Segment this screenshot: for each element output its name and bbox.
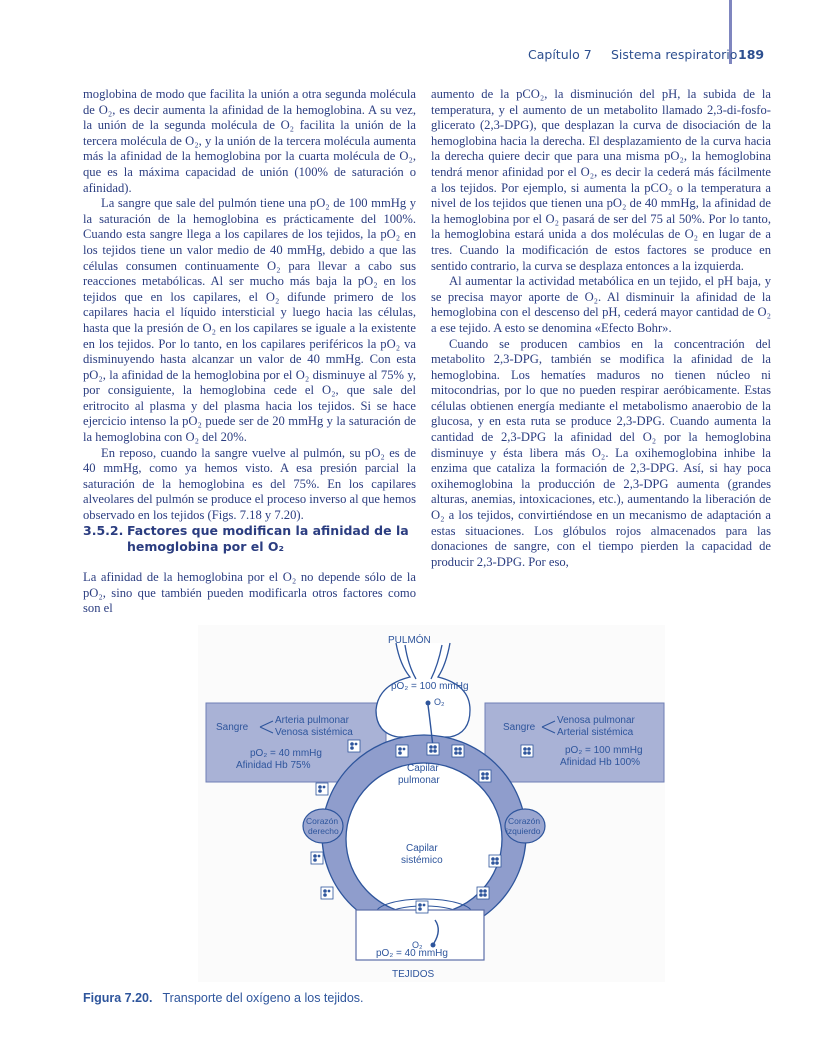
chapter-label: Capítulo 7 <box>528 47 592 62</box>
left-branch-2: Venosa sistémica <box>275 727 353 738</box>
left-sangre: Sangre <box>216 722 249 733</box>
corazon-derecho-2: derecho <box>308 826 339 836</box>
tissue-po2: pO₂ = 40 mmHg <box>376 948 448 959</box>
paragraph: La sangre que sale del pulmón tiene una pO₂ de 100 mmHg y la saturación de la hemoglobina es prácticamente del 100%. Cuando esta sangre llega a los capilares de los tejidos, la pO₂ en los tejidos tiene un valor medio de 40 mmHg, debido a que las células consumen continuamente O₂ para llevar a cabo sus reacciones metabólicas. Al ser mucho más baja la pO₂ en los tejidos que en los capilares, el O₂ difunde primero de los capilares hacia el líquido intersticial y luego hacia las células, hasta que la presión de O₂ en los capilares se iguale a la existente en los tejidos. Por lo tanto, en los capilares periféricos la pO₂ va disminuyendo hasta alcanzar un valor de 40 mmHg. Con esta pO₂, la afinidad de la hemoglobina por el O₂ disminuye al 75% y, por consiguiente, la hemoglobina cede el O₂, que sale del eritrocito al plasma y del plasma hacia los tejidos. Si se hace ejercicio intenso la pO₂ puede ser de 20 mmHg y la saturación de la hemoglobina con O₂ del 20%. <box>83 196 416 445</box>
left-po2: pO₂ = 40 mmHg <box>250 748 322 759</box>
figure-oxygen-transport <box>198 625 665 982</box>
tissue-o2: O₂ <box>412 940 423 950</box>
corazon-izquierdo-1: Corazón <box>508 816 541 826</box>
caption-label: Figura 7.20. <box>83 991 153 1005</box>
section-number: 3.5.2. <box>83 523 124 538</box>
corazon-derecho-1: Corazón <box>306 816 339 826</box>
capilar-sistemico-2: sistémico <box>401 855 443 866</box>
right-po2: pO₂ = 100 mmHg <box>565 745 643 756</box>
tissue-label: TEJIDOS <box>392 969 435 980</box>
left-column <box>83 87 416 524</box>
lung-o2: O₂ <box>434 697 445 707</box>
heading-line-2: hemoglobina por el O₂ <box>127 539 284 554</box>
right-branch-1: Venosa pulmonar <box>557 715 635 726</box>
lung-po2: pO₂ = 100 mmHg <box>391 681 469 692</box>
capilar-pulmonar-2: pulmonar <box>398 775 440 786</box>
left-branch-1: Arteria pulmonar <box>275 715 349 726</box>
right-column <box>431 87 771 570</box>
left-column-tail <box>83 570 416 617</box>
section-heading <box>83 523 423 555</box>
figure-caption <box>83 991 364 1005</box>
right-branch-2: Arterial sistémica <box>557 727 634 738</box>
caption-text: Transporte del oxígeno a los tejidos. <box>162 991 364 1005</box>
paragraph: La afinidad de la hemoglobina por el O₂ no depende sólo de la pO₂, sino que también pueden modificarla otros factores como son el <box>83 570 416 616</box>
corazon-izquierdo-2: izquierdo <box>506 826 541 836</box>
paragraph: Cuando se producen cambios en la concentración del metabolito 2,3-DPG, también se modifica la afinidad de la hemoglobina. Los hematíes maduros no tienen núcleo ni mitocondrias, por lo que no pueden respirar aeróbicamente. Estas células obtienen energía mediante el metabolismo anaerobio de la glucosa, y en esta ruta se produce 2,3-DPG. Cuando aumenta la cantidad de 2,3-DPG la afinidad del O₂ por la hemoglobina disminuye y ésta libera más O₂. La oxihemoglobina inhibe la enzima que cataliza la formación de 2,3-DPG. Así, si hay poca oxihemoglobina la producción de 2,3-DPG aumenta (grandes alturas, anemias, intoxicaciones, etc.), aumentando la liberación de O₂ a los tejidos, convirtiéndose en un mecanismo de adaptación a estas situaciones. Los glóbulos rojos almacenados para las donaciones de sangre, con el tiempo pierden la capacidad de producir 2,3-DPG. Por eso, <box>431 336 771 569</box>
paragraph: Al aumentar la actividad metabólica en un tejido, el pH baja, y se precisa mayor aporte de O₂. Al disminuir la afinidad de la hemoglobina con el descenso del pH, cederá mayor cantidad de O₂ a ese tejido. A esto se denomina «Efecto Bohr». <box>431 274 771 335</box>
paragraph: En reposo, cuando la sangre vuelve al pulmón, su pO₂ es de 40 mmHg, como ya hemos visto. A esa presión parcial la saturación de la hemoglobina es del 75%. En los capilares alveolares del pulmón se produce el proceso inverso al que hemos observado en los tejidos (Figs. 7.18 y 7.20). <box>83 445 416 523</box>
section-title: Sistema respiratorio <box>611 47 738 62</box>
paragraph: aumento de la pCO₂, la disminución del pH, la subida de la temperatura, y el aumento de un metabolito llamado 2,3-di-fosfo-glicerato (2,3-DPG), que desplazan la curva de disociación de la hemoglobina hacia la derecha. El desplazamiento de la curva hacia la derecha quiere decir que para una misma pO₂, la hemoglobina tendrá menor afinidad por el O₂, es decir la cederá más fácilmente a los tejidos. Por ejemplo, si aumenta la pCO₂ o la temperatura a nivel de los tejidos que tienen una pO₂ de 40 mmHg, la afinidad de la hemoglobina por el O₂ pasará de ser del 75 al 50%. Por lo tanto, la hemoglobina estará unida a dos moléculas de O₂ en lugar de a tres. Cuando la modificación de estos factores se produce en sentido contrario, la curva se desplaza entonces a la izquierda. <box>431 87 771 273</box>
circulation-diagram <box>198 625 665 982</box>
left-afinidad: Afinidad Hb 75% <box>236 760 311 771</box>
lung-label: PULMÓN <box>388 635 431 646</box>
heading-line-1: Factores que modifican la afinidad de la <box>127 523 409 538</box>
right-sangre: Sangre <box>503 722 536 733</box>
paragraph: moglobina de modo que facilita la unión a otra segunda molécula de O₂, es decir aumenta la afinidad de la hemoglobina. A su vez, la unión de la segunda molécula de O₂ facilita la unión de la tercera molécula de O₂, y la unión de la tercera molécula aumenta más la afinidad de la hemoglobina por la cuarta molécula de O₂, que es la máxima capacidad de unión (100% de saturación o afinidad). <box>83 87 416 195</box>
capilar-pulmonar-1: Capilar <box>407 763 439 774</box>
right-afinidad: Afinidad Hb 100% <box>560 757 641 768</box>
capilar-sistemico-1: Capilar <box>406 843 438 854</box>
page-number: 189 <box>738 47 765 62</box>
